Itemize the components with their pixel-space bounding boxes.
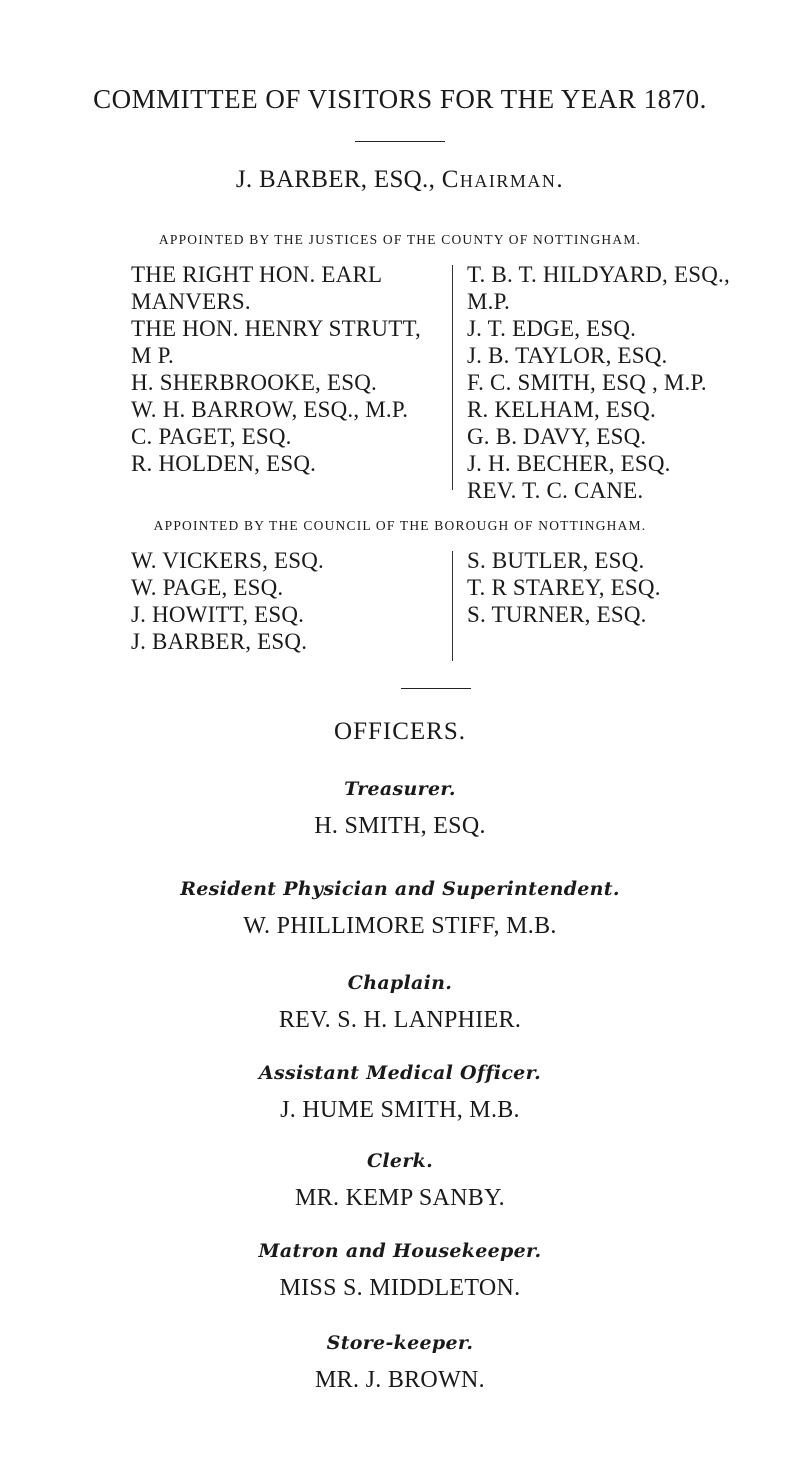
county-member: W. H. BARROW, ESQ., M.P.	[131, 397, 409, 422]
county-right-column	[467, 261, 730, 504]
borough-member: W. PAGE, ESQ.	[131, 575, 284, 600]
county-member: R. KELHAM, ESQ.	[467, 397, 656, 422]
borough-member: W. VICKERS, ESQ.	[131, 548, 324, 573]
county-member: R. HOLDEN, ESQ.	[131, 451, 317, 476]
borough-member: S. TURNER, ESQ.	[467, 602, 647, 627]
title-rule	[355, 141, 445, 142]
office-holder: J. HUME SMITH, M.B.	[280, 1097, 520, 1123]
county-member: J. B. TAYLOR, ESQ.	[467, 343, 668, 368]
county-heading: APPOINTED BY THE JUSTICES OF THE COUNTY OF NOTTINGHAM.	[158, 232, 642, 247]
office-title: Chaplain.	[347, 972, 453, 994]
county-member: F. C. SMITH, ESQ , M.P.	[467, 370, 707, 395]
borough-column-divider	[452, 551, 453, 661]
county-member: M.P.	[467, 289, 510, 314]
officers-heading	[0, 718, 800, 746]
county-member: G. B. DAVY, ESQ.	[467, 424, 647, 449]
officers-title: OFFICERS.	[334, 718, 466, 745]
office-holder: MR. KEMP SANBY.	[295, 1185, 505, 1211]
borough-right-column	[467, 547, 661, 628]
chairman-role: Chairman.	[441, 166, 565, 193]
county-member: THE RIGHT HON. EARL	[131, 262, 383, 287]
officers-rule	[401, 688, 471, 689]
county-member: J. T. EDGE, ESQ.	[467, 316, 637, 341]
office-holder: MR. J. BROWN.	[315, 1367, 485, 1393]
page-title: COMMITTEE OF VISITORS FOR THE YEAR 1870.	[93, 84, 707, 114]
borough-heading: APPOINTED BY THE COUNCIL OF THE BOROUGH OF NOTTINGHAM.	[153, 518, 647, 533]
office-holder: H. SMITH, ESQ.	[314, 813, 486, 839]
county-member: REV. T. C. CANE.	[467, 478, 644, 503]
county-member: C. PAGET, ESQ.	[131, 424, 292, 449]
office-title: Matron and Housekeeper.	[258, 1240, 542, 1262]
office-holder: REV. S. H. LANPHIER.	[278, 1007, 522, 1033]
borough-member: J. HOWITT, ESQ.	[131, 602, 305, 627]
borough-member: S. BUTLER, ESQ.	[467, 548, 645, 573]
county-member: M P.	[131, 343, 174, 368]
borough-left-column	[131, 547, 324, 655]
county-member: MANVERS.	[131, 289, 251, 314]
borough-member: J. BARBER, ESQ.	[131, 629, 308, 654]
office-title: Assistant Medical Officer.	[258, 1062, 542, 1084]
office-title: Store-keeper.	[326, 1332, 474, 1354]
chairman-name: J. BARBER, ESQ.,	[235, 166, 436, 193]
county-member: T. B. T. HILDYARD, ESQ.,	[467, 262, 730, 287]
county-column-divider	[452, 265, 453, 490]
county-member: H. SHERBROOKE, ESQ.	[131, 370, 377, 395]
office-title: Resident Physician and Superintendent.	[180, 878, 620, 900]
office-holder: W. PHILLIMORE STIFF, M.B.	[243, 913, 557, 939]
office-title: Clerk.	[366, 1150, 434, 1172]
chairman-line	[0, 166, 800, 194]
county-member: THE HON. HENRY STRUTT,	[131, 316, 421, 341]
office-holder: MISS S. MIDDLETON.	[279, 1275, 521, 1301]
county-left-column	[131, 261, 421, 477]
office-title: Treasurer.	[344, 778, 456, 800]
borough-member: T. R STAREY, ESQ.	[467, 575, 661, 600]
county-member: J. H. BECHER, ESQ.	[467, 451, 671, 476]
